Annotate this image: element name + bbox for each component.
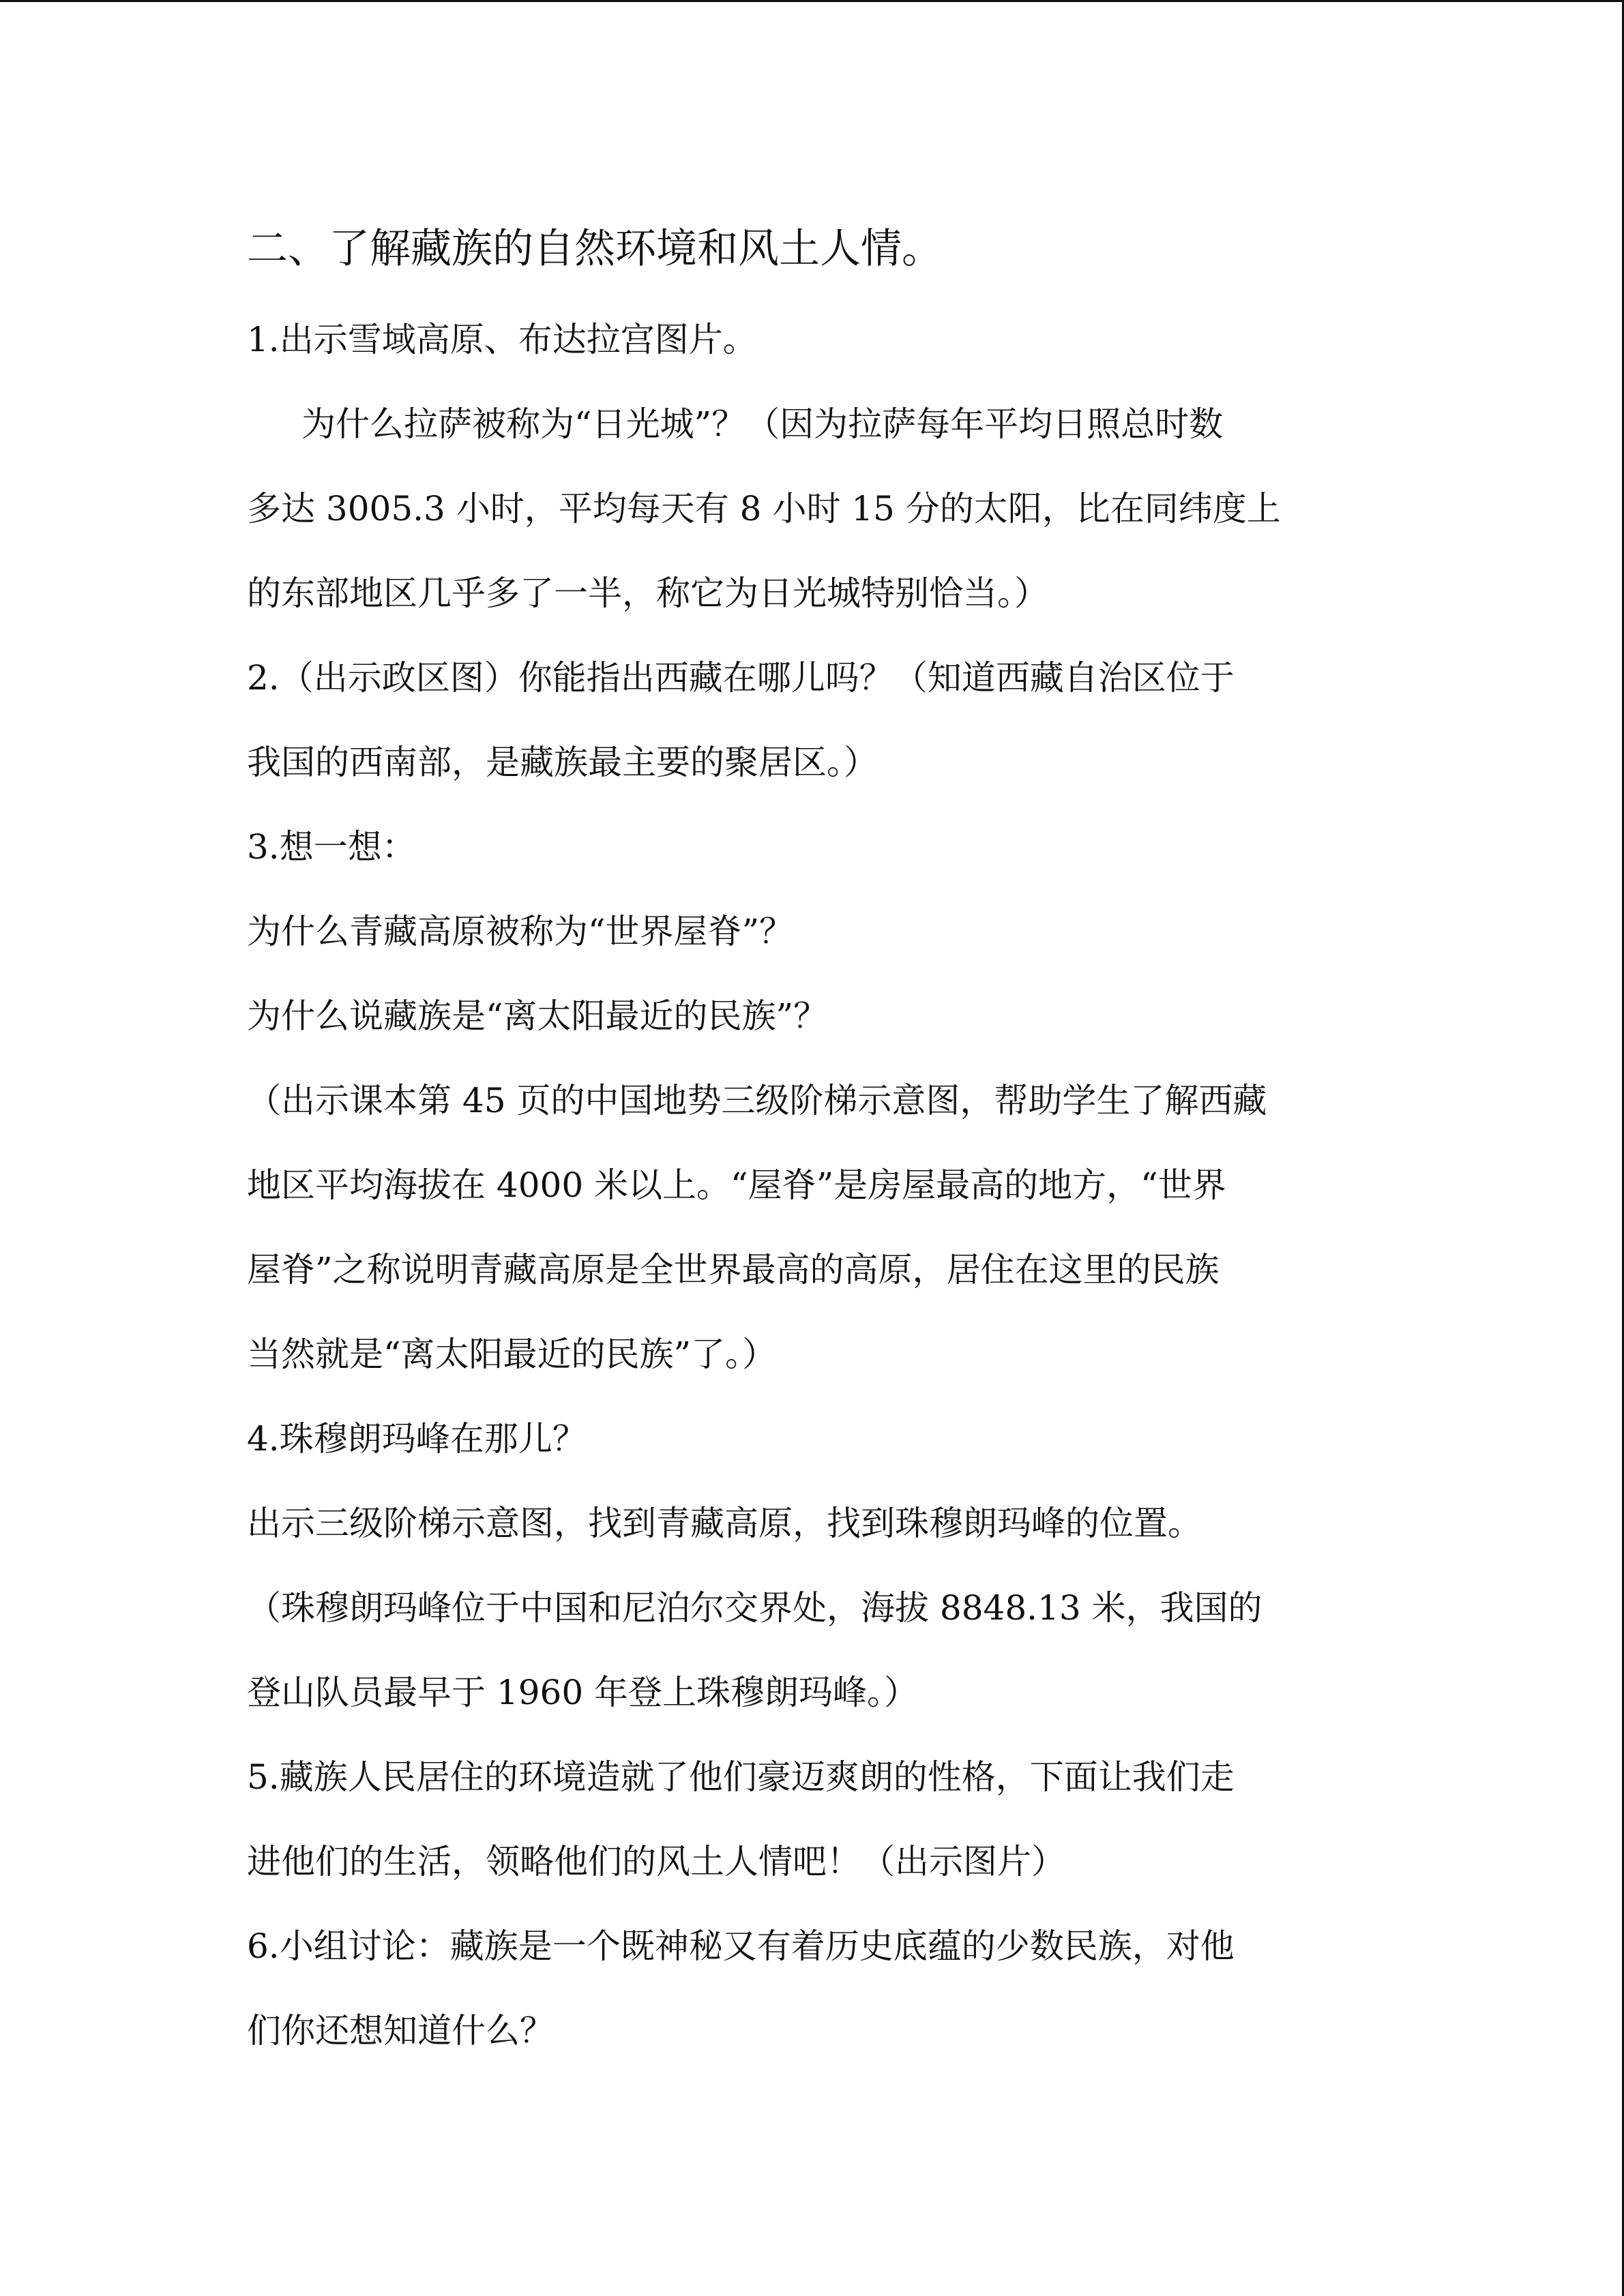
paragraph-line: 多达 3005.3 小时，平均每天有 8 小时 15 分的太阳，比在同纬度上	[247, 489, 1281, 528]
paragraph-line: 登山队员最早于 1960 年登上珠穆朗玛峰。）	[247, 1673, 919, 1712]
paragraph-line: 为什么拉萨被称为“日光城”？（因为拉萨每年平均日照总时数	[301, 404, 1224, 444]
paragraph-line: 3.想一想：	[247, 827, 416, 867]
paragraph-line: 2.（出示政区图）你能指出西藏在哪儿吗？（知道西藏自治区位于	[247, 658, 1235, 698]
paragraph-line: 的东部地区几乎多了一半，称它为日光城特别恰当。）	[247, 573, 1048, 613]
document-body	[247, 205, 1379, 2073]
section-heading: 二、了解藏族的自然环境和风土人情。	[247, 225, 943, 273]
paragraph-line: （珠穆朗玛峰位于中国和尼泊尔交界处，海拔 8848.13 米，我国的	[247, 1588, 1263, 1628]
paragraph-line: 地区平均海拔在 4000 米以上。“屋脊”是房屋最高的地方，“世界	[247, 1165, 1226, 1205]
paragraph-line: 屋脊”之称说明青藏高原是全世界最高的高原，居住在这里的民族	[247, 1250, 1220, 1289]
paragraph-line: 们你还想知道什么？	[247, 2011, 554, 2051]
paragraph-line: 为什么青藏高原被称为“世界屋脊”？	[247, 912, 794, 951]
paragraph-line: （出示课本第 45 页的中国地势三级阶梯示意图，帮助学生了解西藏	[247, 1081, 1267, 1120]
paragraph-line: 6.小组讨论：藏族是一个既神秘又有着历史底蕴的少数民族，对他	[247, 1926, 1235, 1966]
paragraph-line: 进他们的生活，领略他们的风土人情吧！（出示图片）	[247, 1842, 1065, 1881]
paragraph-line: 出示三级阶梯示意图，找到青藏高原，找到珠穆朗玛峰的位置。	[247, 1504, 1202, 1543]
paragraph-line: 为什么说藏族是“离太阳最近的民族”？	[247, 996, 828, 1036]
paragraph-line: 1.出示雪域高原、布达拉宫图片。	[247, 320, 757, 359]
paragraph-line: 当然就是“离太阳最近的民族”了。）	[247, 1335, 777, 1374]
paragraph-line: 4.珠穆朗玛峰在那儿？	[247, 1419, 587, 1459]
paragraph-line: 我国的西南部，是藏族最主要的聚居区。）	[247, 743, 878, 782]
page-border-top	[0, 0, 1624, 2]
paragraph-line: 5.藏族人民居住的环境造就了他们豪迈爽朗的性格，下面让我们走	[247, 1757, 1235, 1797]
